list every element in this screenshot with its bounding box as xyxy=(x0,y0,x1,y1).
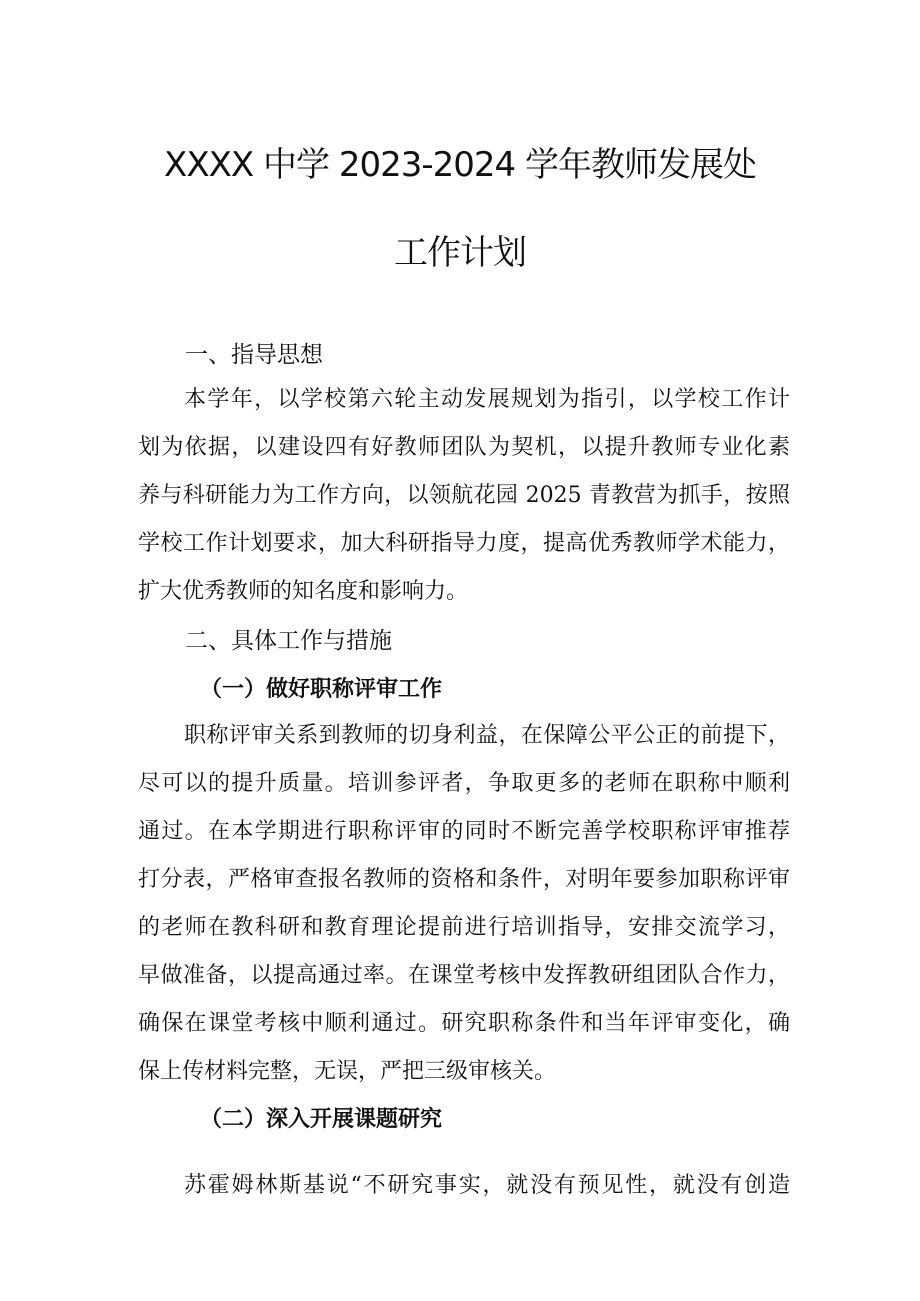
subsection1-line: 确保在课堂考核中顺利通过。研究职称条件和当年评审变化，确 xyxy=(138,1011,790,1036)
section1-line: 划为依据，以建设四有好教师团队为契机，以提升教师专业化素 xyxy=(138,435,790,460)
subsection1-line: 尽可以的提升质量。培训参评者，争取更多的老师在职称中顺利 xyxy=(138,771,790,796)
document-title-line1: XXXX 中学 2023-2024 学年教师发展处 xyxy=(164,145,756,185)
subsection1-line: 早做准备，以提高通过率。在课堂考核中发挥教研组团队合作力， xyxy=(138,963,790,988)
section2-heading: 二、具体工作与措施 xyxy=(185,628,392,654)
subsection1-line: 保上传材料完整，无误，严把三级审核关。 xyxy=(138,1059,557,1084)
subsection1-line: 通过。在本学期进行职称评审的同时不断完善学校职称评审推荐 xyxy=(138,819,790,844)
section1-line: 本学年，以学校第六轮主动发展规划为指引，以学校工作计 xyxy=(184,387,790,412)
section1-line: 养与科研能力为工作方向，以领航花园 2025 青教营为抓手，按照 xyxy=(138,483,790,508)
section1-line: 扩大优秀教师的知名度和影响力。 xyxy=(138,579,469,604)
subsection2-line: 苏霍姆林斯基说“不研究事实，就没有预见性，就没有创造 xyxy=(184,1173,790,1198)
section1-line: 学校工作计划要求，加大科研指导力度，提高优秀教师学术能力， xyxy=(138,531,790,556)
subsection1-heading: （一）做好职称评审工作 xyxy=(200,676,443,702)
subsection1-line: 的老师在教科研和教育理论提前进行培训指导，安排交流学习， xyxy=(138,915,790,940)
subsection1-line: 打分表，严格审查报名教师的资格和条件，对明年要参加职称评审 xyxy=(138,867,790,892)
subsection1-line: 职称评审关系到教师的切身利益，在保障公平公正的前提下， xyxy=(184,723,790,748)
document-title-line2: 工作计划 xyxy=(394,233,526,273)
section1-heading: 一、指导思想 xyxy=(185,342,323,368)
subsection2-heading: （二）深入开展课题研究 xyxy=(200,1106,443,1132)
